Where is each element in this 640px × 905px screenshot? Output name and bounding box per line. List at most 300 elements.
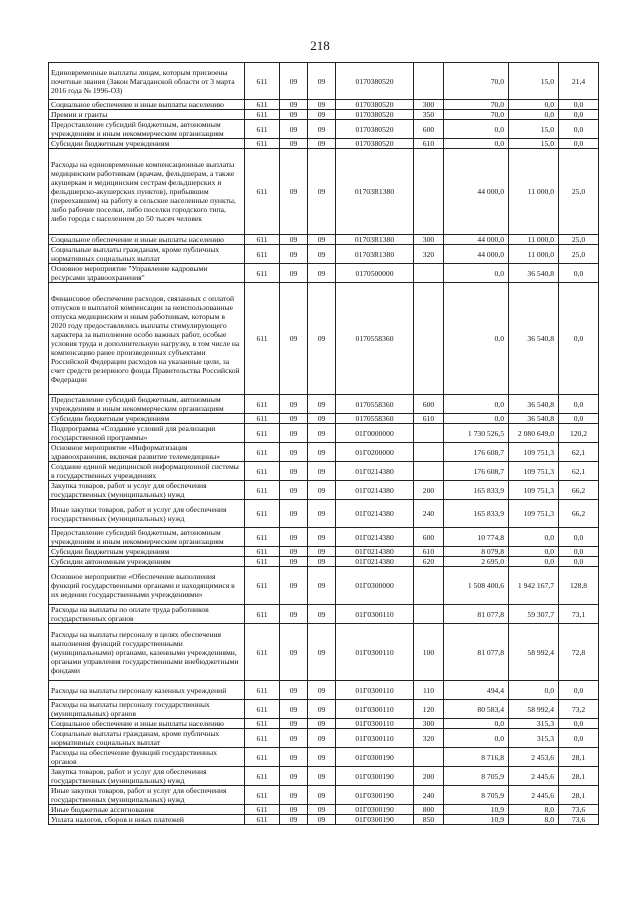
row-name-cell: Подпрограмма «Создание условий для реализации государственной программы» bbox=[49, 424, 245, 443]
approved-amount-cell: 70,0 bbox=[444, 63, 509, 100]
row-name-cell: Расходы на выплаты персоналу казенных учреждений bbox=[49, 681, 245, 700]
section-cell: 09 bbox=[280, 139, 308, 149]
row-name-cell: Субсидии бюджетным учреждениям bbox=[49, 139, 245, 149]
ministry-code-cell: 611 bbox=[245, 245, 280, 264]
expense-type-cell bbox=[414, 605, 444, 624]
approved-amount-cell: 44 000,0 bbox=[444, 235, 509, 245]
subsection-cell: 09 bbox=[308, 245, 336, 264]
subsection-cell: 09 bbox=[308, 100, 336, 110]
section-cell: 09 bbox=[280, 395, 308, 414]
row-name-cell: Субсидии автономным учреждениям bbox=[49, 557, 245, 567]
table-row bbox=[49, 139, 599, 149]
expense-type-cell: 320 bbox=[414, 729, 444, 748]
table-row bbox=[49, 245, 599, 264]
table-row bbox=[49, 681, 599, 700]
target-article-cell: 0170558360 bbox=[336, 283, 414, 395]
row-name-cell: Расходы на выплаты по оплате труда работников государственных органов bbox=[49, 605, 245, 624]
ministry-code-cell: 611 bbox=[245, 786, 280, 805]
percent-cell: 120,2 bbox=[559, 424, 599, 443]
ministry-code-cell: 611 bbox=[245, 528, 280, 547]
percent-cell: 0,0 bbox=[559, 729, 599, 748]
target-article-cell: 01Г0300110 bbox=[336, 719, 414, 729]
expense-type-cell: 800 bbox=[414, 805, 444, 815]
percent-cell: 62,1 bbox=[559, 462, 599, 481]
subsection-cell: 09 bbox=[308, 481, 336, 500]
target-article-cell: 01Г0300190 bbox=[336, 786, 414, 805]
percent-cell: 0,0 bbox=[559, 681, 599, 700]
row-name-cell: Закупка товаров, работ и услуг для обеспечения государственных (муниципальных) нужд bbox=[49, 481, 245, 500]
row-name-cell: Социальное обеспечение и иные выплаты населению bbox=[49, 235, 245, 245]
row-name-cell: Единовременные выплаты лицам, которым присвоены почетные звания (Закон Магаданской области от 3 марта 2016 года № 1996-ОЗ) bbox=[49, 63, 245, 100]
executed-amount-cell: 11 000,0 bbox=[509, 149, 559, 235]
percent-cell: 28,1 bbox=[559, 748, 599, 767]
ministry-code-cell: 611 bbox=[245, 235, 280, 245]
subsection-cell: 09 bbox=[308, 681, 336, 700]
ministry-code-cell: 611 bbox=[245, 120, 280, 139]
approved-amount-cell: 0,0 bbox=[444, 719, 509, 729]
executed-amount-cell: 59 307,7 bbox=[509, 605, 559, 624]
executed-amount-cell: 0,0 bbox=[509, 681, 559, 700]
table-row bbox=[49, 748, 599, 767]
percent-cell: 0,0 bbox=[559, 264, 599, 283]
subsection-cell: 09 bbox=[308, 283, 336, 395]
subsection-cell: 09 bbox=[308, 605, 336, 624]
row-name-cell: Предоставление субсидий бюджетным, автономным учреждениям и иным некоммерческим организациям bbox=[49, 120, 245, 139]
target-article-cell: 01Г0214380 bbox=[336, 462, 414, 481]
subsection-cell: 09 bbox=[308, 110, 336, 120]
section-cell: 09 bbox=[280, 100, 308, 110]
subsection-cell: 09 bbox=[308, 767, 336, 786]
expense-type-cell bbox=[414, 283, 444, 395]
executed-amount-cell: 8,0 bbox=[509, 815, 559, 825]
target-article-cell: 0170558360 bbox=[336, 414, 414, 424]
subsection-cell: 09 bbox=[308, 120, 336, 139]
executed-amount-cell: 15,0 bbox=[509, 63, 559, 100]
subsection-cell: 09 bbox=[308, 729, 336, 748]
approved-amount-cell: 44 000,0 bbox=[444, 149, 509, 235]
executed-amount-cell: 315,3 bbox=[509, 719, 559, 729]
ministry-code-cell: 611 bbox=[245, 624, 280, 681]
table-row bbox=[49, 557, 599, 567]
target-article-cell: 01Г0300110 bbox=[336, 681, 414, 700]
ministry-code-cell: 611 bbox=[245, 700, 280, 719]
row-name-cell: Уплата налогов, сборов и иных платежей bbox=[49, 815, 245, 825]
section-cell: 09 bbox=[280, 624, 308, 681]
percent-cell: 128,8 bbox=[559, 567, 599, 605]
percent-cell: 0,0 bbox=[559, 120, 599, 139]
target-article-cell: 01703R1380 bbox=[336, 235, 414, 245]
row-name-cell: Субсидии бюджетным учреждениям bbox=[49, 547, 245, 557]
expense-type-cell: 600 bbox=[414, 120, 444, 139]
expense-type-cell bbox=[414, 567, 444, 605]
section-cell: 09 bbox=[280, 547, 308, 557]
percent-cell: 66,2 bbox=[559, 500, 599, 528]
percent-cell: 0,0 bbox=[559, 110, 599, 120]
ministry-code-cell: 611 bbox=[245, 139, 280, 149]
percent-cell: 21,4 bbox=[559, 63, 599, 100]
table-row bbox=[49, 63, 599, 100]
table-row bbox=[49, 815, 599, 825]
section-cell: 09 bbox=[280, 557, 308, 567]
percent-cell: 28,1 bbox=[559, 786, 599, 805]
executed-amount-cell: 109 751,3 bbox=[509, 481, 559, 500]
approved-amount-cell: 80 583,4 bbox=[444, 700, 509, 719]
ministry-code-cell: 611 bbox=[245, 283, 280, 395]
row-name-cell: Закупка товаров, работ и услуг для обеспечения государственных (муниципальных) нужд bbox=[49, 767, 245, 786]
percent-cell: 73,6 bbox=[559, 805, 599, 815]
section-cell: 09 bbox=[280, 786, 308, 805]
executed-amount-cell: 2 453,6 bbox=[509, 748, 559, 767]
table-row bbox=[49, 700, 599, 719]
subsection-cell: 09 bbox=[308, 567, 336, 605]
executed-amount-cell: 0,0 bbox=[509, 110, 559, 120]
table-row bbox=[49, 120, 599, 139]
table-row bbox=[49, 767, 599, 786]
executed-amount-cell: 0,0 bbox=[509, 100, 559, 110]
section-cell: 09 bbox=[280, 462, 308, 481]
approved-amount-cell: 81 077,8 bbox=[444, 624, 509, 681]
percent-cell: 0,0 bbox=[559, 528, 599, 547]
table-row bbox=[49, 567, 599, 605]
executed-amount-cell: 109 751,3 bbox=[509, 500, 559, 528]
section-cell: 09 bbox=[280, 424, 308, 443]
row-name-cell: Иные бюджетные ассигнования bbox=[49, 805, 245, 815]
section-cell: 09 bbox=[280, 283, 308, 395]
approved-amount-cell: 8 716,8 bbox=[444, 748, 509, 767]
target-article-cell: 0170380520 bbox=[336, 120, 414, 139]
executed-amount-cell: 2 080 649,0 bbox=[509, 424, 559, 443]
approved-amount-cell: 70,0 bbox=[444, 100, 509, 110]
executed-amount-cell: 58 992,4 bbox=[509, 624, 559, 681]
table-row bbox=[49, 414, 599, 424]
section-cell: 09 bbox=[280, 719, 308, 729]
ministry-code-cell: 611 bbox=[245, 681, 280, 700]
expense-type-cell: 300 bbox=[414, 100, 444, 110]
expense-type-cell: 120 bbox=[414, 700, 444, 719]
expense-type-cell: 610 bbox=[414, 414, 444, 424]
subsection-cell: 09 bbox=[308, 500, 336, 528]
expense-type-cell: 620 bbox=[414, 557, 444, 567]
expense-type-cell bbox=[414, 264, 444, 283]
section-cell: 09 bbox=[280, 414, 308, 424]
row-name-cell: Расходы на единовременные компенсационные выплаты медицинским работникам (врачам, фельдшерам, а также акушеркам и медицинским сестрам фельдшерских и фельдшерско-акушерских пунктов), прибывшим (переехавшим) на работу в сельские населенные пункты, либо рабочие поселки, либо поселки городского типа, либо города с населением до 50 тысяч человек bbox=[49, 149, 245, 235]
section-cell: 09 bbox=[280, 567, 308, 605]
executed-amount-cell: 36 540,8 bbox=[509, 414, 559, 424]
approved-amount-cell: 0,0 bbox=[444, 395, 509, 414]
expense-type-cell: 100 bbox=[414, 624, 444, 681]
ministry-code-cell: 611 bbox=[245, 557, 280, 567]
expense-type-cell: 600 bbox=[414, 528, 444, 547]
target-article-cell: 01703R1380 bbox=[336, 149, 414, 235]
approved-amount-cell: 81 077,8 bbox=[444, 605, 509, 624]
table-row bbox=[49, 547, 599, 557]
approved-amount-cell: 0,0 bbox=[444, 120, 509, 139]
target-article-cell: 01Г0214380 bbox=[336, 481, 414, 500]
section-cell: 09 bbox=[280, 500, 308, 528]
expense-type-cell bbox=[414, 424, 444, 443]
row-name-cell: Предоставление субсидий бюджетным, автономным учреждениям и иным некоммерческим организациям bbox=[49, 395, 245, 414]
subsection-cell: 09 bbox=[308, 700, 336, 719]
target-article-cell: 01Г0214380 bbox=[336, 500, 414, 528]
subsection-cell: 09 bbox=[308, 443, 336, 462]
table-row bbox=[49, 235, 599, 245]
ministry-code-cell: 611 bbox=[245, 63, 280, 100]
target-article-cell: 01Г0300000 bbox=[336, 567, 414, 605]
executed-amount-cell: 15,0 bbox=[509, 139, 559, 149]
page-number: 218 bbox=[310, 38, 330, 53]
section-cell: 09 bbox=[280, 110, 308, 120]
ministry-code-cell: 611 bbox=[245, 100, 280, 110]
table-row bbox=[49, 481, 599, 500]
expense-type-cell bbox=[414, 443, 444, 462]
target-article-cell: 01Г0214380 bbox=[336, 557, 414, 567]
executed-amount-cell: 11 000,0 bbox=[509, 235, 559, 245]
target-article-cell: 01Г0300190 bbox=[336, 767, 414, 786]
approved-amount-cell: 0,0 bbox=[444, 414, 509, 424]
subsection-cell: 09 bbox=[308, 264, 336, 283]
subsection-cell: 09 bbox=[308, 547, 336, 557]
target-article-cell: 01Г0300190 bbox=[336, 805, 414, 815]
section-cell: 09 bbox=[280, 149, 308, 235]
executed-amount-cell: 109 751,3 bbox=[509, 462, 559, 481]
budget-table bbox=[48, 62, 599, 825]
target-article-cell: 01703R1380 bbox=[336, 245, 414, 264]
expense-type-cell bbox=[414, 462, 444, 481]
approved-amount-cell: 0,0 bbox=[444, 729, 509, 748]
expense-type-cell bbox=[414, 748, 444, 767]
ministry-code-cell: 611 bbox=[245, 547, 280, 557]
row-name-cell: Иные закупки товаров, работ и услуг для обеспечения государственных (муниципальных) нужд bbox=[49, 786, 245, 805]
section-cell: 09 bbox=[280, 767, 308, 786]
expense-type-cell: 610 bbox=[414, 547, 444, 557]
target-article-cell: 01Г0300110 bbox=[336, 605, 414, 624]
ministry-code-cell: 611 bbox=[245, 767, 280, 786]
percent-cell: 0,0 bbox=[559, 100, 599, 110]
target-article-cell: 01Г0300190 bbox=[336, 748, 414, 767]
target-article-cell: 0170558360 bbox=[336, 395, 414, 414]
executed-amount-cell: 0,0 bbox=[509, 547, 559, 557]
approved-amount-cell: 494,4 bbox=[444, 681, 509, 700]
subsection-cell: 09 bbox=[308, 557, 336, 567]
approved-amount-cell: 0,0 bbox=[444, 139, 509, 149]
ministry-code-cell: 611 bbox=[245, 462, 280, 481]
approved-amount-cell: 2 695,0 bbox=[444, 557, 509, 567]
subsection-cell: 09 bbox=[308, 719, 336, 729]
approved-amount-cell: 1 730 526,5 bbox=[444, 424, 509, 443]
subsection-cell: 09 bbox=[308, 235, 336, 245]
percent-cell: 25,0 bbox=[559, 149, 599, 235]
row-name-cell: Расходы на выплаты персоналу в целях обеспечения выполнения функций государственными (муниципальными) органами, казенными учреждениями, органами управления государственными внебюджетными фондами bbox=[49, 624, 245, 681]
approved-amount-cell: 165 833,9 bbox=[444, 500, 509, 528]
approved-amount-cell: 8 079,8 bbox=[444, 547, 509, 557]
subsection-cell: 09 bbox=[308, 805, 336, 815]
target-article-cell: 01Г0300110 bbox=[336, 700, 414, 719]
executed-amount-cell: 36 540,8 bbox=[509, 283, 559, 395]
section-cell: 09 bbox=[280, 63, 308, 100]
approved-amount-cell: 70,0 bbox=[444, 110, 509, 120]
target-article-cell: 01Г0000000 bbox=[336, 424, 414, 443]
table-row bbox=[49, 264, 599, 283]
executed-amount-cell: 0,0 bbox=[509, 528, 559, 547]
percent-cell: 28,1 bbox=[559, 767, 599, 786]
row-name-cell: Иные закупки товаров, работ и услуг для обеспечения государственных (муниципальных) нужд bbox=[49, 500, 245, 528]
row-name-cell: Социальные выплаты гражданам, кроме публичных нормативных социальных выплат bbox=[49, 729, 245, 748]
table-row bbox=[49, 605, 599, 624]
executed-amount-cell: 11 000,0 bbox=[509, 245, 559, 264]
section-cell: 09 bbox=[280, 815, 308, 825]
subsection-cell: 09 bbox=[308, 786, 336, 805]
table-row bbox=[49, 719, 599, 729]
table-row bbox=[49, 149, 599, 235]
executed-amount-cell: 8,0 bbox=[509, 805, 559, 815]
executed-amount-cell: 109 751,3 bbox=[509, 443, 559, 462]
expense-type-cell bbox=[414, 63, 444, 100]
section-cell: 09 bbox=[280, 729, 308, 748]
row-name-cell: Финансовое обеспечение расходов, связанных с оплатой отпусков и выплатой компенсации за неиспользованные отпуска медицинским и иным работникам, которым в 2020 году предоставлялись выплаты стимулирующего характера за выполнение особо важных работ, особые условия труда и дополнительную нагрузку, в том числе на компенсацию ранее произведенных субъектами Российской Федерации расходов на указанные цели, за счет средств резервного фонда Правительства Российской Федерации bbox=[49, 283, 245, 395]
ministry-code-cell: 611 bbox=[245, 805, 280, 815]
approved-amount-cell: 0,0 bbox=[444, 264, 509, 283]
subsection-cell: 09 bbox=[308, 139, 336, 149]
section-cell: 09 bbox=[280, 681, 308, 700]
row-name-cell: Субсидии бюджетным учреждениям bbox=[49, 414, 245, 424]
expense-type-cell: 240 bbox=[414, 786, 444, 805]
ministry-code-cell: 611 bbox=[245, 424, 280, 443]
subsection-cell: 09 bbox=[308, 63, 336, 100]
expense-type-cell: 200 bbox=[414, 767, 444, 786]
approved-amount-cell: 10 774,8 bbox=[444, 528, 509, 547]
row-name-cell: Основное мероприятие "Управление кадровыми ресурсами здравоохранения" bbox=[49, 264, 245, 283]
ministry-code-cell: 611 bbox=[245, 500, 280, 528]
target-article-cell: 0170380520 bbox=[336, 63, 414, 100]
subsection-cell: 09 bbox=[308, 414, 336, 424]
percent-cell: 0,0 bbox=[559, 547, 599, 557]
target-article-cell: 01Г0300190 bbox=[336, 815, 414, 825]
approved-amount-cell: 10,9 bbox=[444, 815, 509, 825]
executed-amount-cell: 15,0 bbox=[509, 120, 559, 139]
ministry-code-cell: 611 bbox=[245, 748, 280, 767]
percent-cell: 73,1 bbox=[559, 605, 599, 624]
table-row bbox=[49, 624, 599, 681]
table-row bbox=[49, 424, 599, 443]
subsection-cell: 09 bbox=[308, 624, 336, 681]
ministry-code-cell: 611 bbox=[245, 264, 280, 283]
executed-amount-cell: 0,0 bbox=[509, 557, 559, 567]
target-article-cell: 01Г0214380 bbox=[336, 547, 414, 557]
budget-table-body bbox=[49, 63, 599, 825]
approved-amount-cell: 1 508 400,6 bbox=[444, 567, 509, 605]
percent-cell: 73,2 bbox=[559, 700, 599, 719]
approved-amount-cell: 176 608,7 bbox=[444, 462, 509, 481]
expense-type-cell: 240 bbox=[414, 500, 444, 528]
table-row bbox=[49, 528, 599, 547]
percent-cell: 25,0 bbox=[559, 245, 599, 264]
percent-cell: 0,0 bbox=[559, 557, 599, 567]
row-name-cell: Социальные выплаты гражданам, кроме публичных нормативных социальных выплат bbox=[49, 245, 245, 264]
section-cell: 09 bbox=[280, 805, 308, 815]
percent-cell: 25,0 bbox=[559, 235, 599, 245]
executed-amount-cell: 315,3 bbox=[509, 729, 559, 748]
subsection-cell: 09 bbox=[308, 528, 336, 547]
percent-cell: 66,2 bbox=[559, 481, 599, 500]
expense-type-cell: 300 bbox=[414, 719, 444, 729]
row-name-cell: Основное мероприятие «Информатизация здравоохранения, включая развитие телемедицины» bbox=[49, 443, 245, 462]
ministry-code-cell: 611 bbox=[245, 110, 280, 120]
target-article-cell: 0170500000 bbox=[336, 264, 414, 283]
table-row bbox=[49, 805, 599, 815]
percent-cell: 0,0 bbox=[559, 395, 599, 414]
table-row bbox=[49, 786, 599, 805]
section-cell: 09 bbox=[280, 748, 308, 767]
ministry-code-cell: 611 bbox=[245, 443, 280, 462]
expense-type-cell: 610 bbox=[414, 139, 444, 149]
subsection-cell: 09 bbox=[308, 149, 336, 235]
table-row bbox=[49, 462, 599, 481]
section-cell: 09 bbox=[280, 264, 308, 283]
target-article-cell: 01Г0300110 bbox=[336, 729, 414, 748]
row-name-cell: Расходы на выплаты персоналу государственных (муниципальных) органов bbox=[49, 700, 245, 719]
executed-amount-cell: 36 540,8 bbox=[509, 264, 559, 283]
row-name-cell: Социальное обеспечение и иные выплаты населению bbox=[49, 100, 245, 110]
expense-type-cell: 110 bbox=[414, 681, 444, 700]
ministry-code-cell: 611 bbox=[245, 149, 280, 235]
percent-cell: 62,1 bbox=[559, 443, 599, 462]
target-article-cell: 0170380520 bbox=[336, 110, 414, 120]
expense-type-cell: 850 bbox=[414, 815, 444, 825]
approved-amount-cell: 165 833,9 bbox=[444, 481, 509, 500]
section-cell: 09 bbox=[280, 245, 308, 264]
target-article-cell: 0170380520 bbox=[336, 139, 414, 149]
executed-amount-cell: 36 540,8 bbox=[509, 395, 559, 414]
subsection-cell: 09 bbox=[308, 395, 336, 414]
executed-amount-cell: 2 445,6 bbox=[509, 767, 559, 786]
percent-cell: 0,0 bbox=[559, 139, 599, 149]
approved-amount-cell: 0,0 bbox=[444, 283, 509, 395]
section-cell: 09 bbox=[280, 528, 308, 547]
row-name-cell: Премии и гранты bbox=[49, 110, 245, 120]
percent-cell: 73,6 bbox=[559, 815, 599, 825]
expense-type-cell: 300 bbox=[414, 235, 444, 245]
percent-cell: 0,0 bbox=[559, 283, 599, 395]
table-row bbox=[49, 395, 599, 414]
executed-amount-cell: 58 992,4 bbox=[509, 700, 559, 719]
ministry-code-cell: 611 bbox=[245, 567, 280, 605]
row-name-cell: Предоставление субсидий бюджетным, автономным учреждениям и иным некоммерческим организациям bbox=[49, 528, 245, 547]
table-row bbox=[49, 283, 599, 395]
expense-type-cell bbox=[414, 149, 444, 235]
executed-amount-cell: 2 445,6 bbox=[509, 786, 559, 805]
subsection-cell: 09 bbox=[308, 462, 336, 481]
table-row bbox=[49, 100, 599, 110]
approved-amount-cell: 44 000,0 bbox=[444, 245, 509, 264]
target-article-cell: 01Г0214380 bbox=[336, 528, 414, 547]
expense-type-cell: 350 bbox=[414, 110, 444, 120]
section-cell: 09 bbox=[280, 443, 308, 462]
percent-cell: 72,8 bbox=[559, 624, 599, 681]
table-row bbox=[49, 443, 599, 462]
section-cell: 09 bbox=[280, 481, 308, 500]
ministry-code-cell: 611 bbox=[245, 481, 280, 500]
row-name-cell: Основное мероприятие «Обеспечение выполнения функций государственными органами и находящимися в их ведении государственными учреждениями» bbox=[49, 567, 245, 605]
expense-type-cell: 200 bbox=[414, 481, 444, 500]
section-cell: 09 bbox=[280, 120, 308, 139]
executed-amount-cell: 1 942 167,7 bbox=[509, 567, 559, 605]
ministry-code-cell: 611 bbox=[245, 719, 280, 729]
section-cell: 09 bbox=[280, 700, 308, 719]
expense-type-cell: 600 bbox=[414, 395, 444, 414]
table-row bbox=[49, 500, 599, 528]
ministry-code-cell: 611 bbox=[245, 395, 280, 414]
row-name-cell: Создание единой медицинской информационной системы в государственных учреждениях bbox=[49, 462, 245, 481]
